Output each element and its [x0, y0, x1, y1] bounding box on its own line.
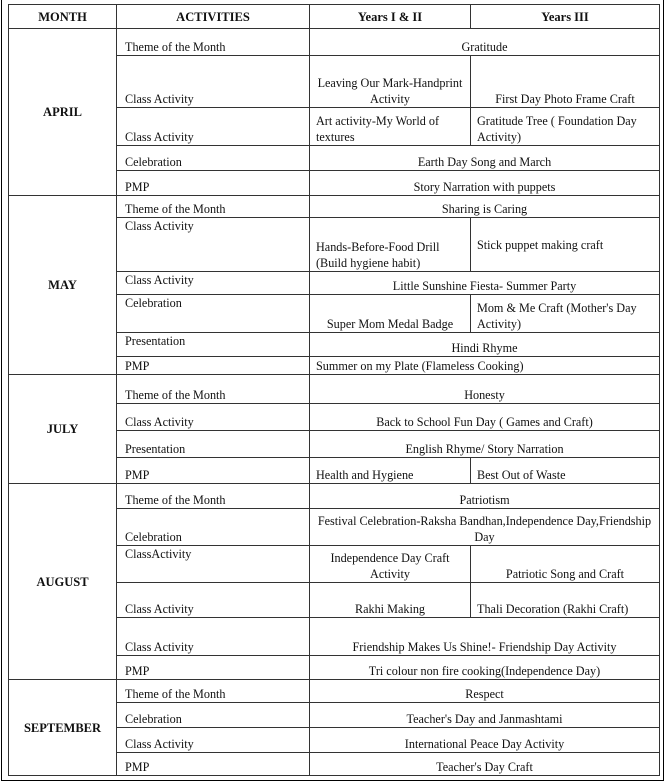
activity-type-cell: Class Activity	[117, 108, 310, 146]
activity-type-cell: Theme of the Month	[117, 484, 310, 509]
activity-type-cell: Class Activity	[117, 728, 310, 753]
activity-cell-all-years: Festival Celebration-Raksha Bandhan,Independence Day,Friendship Day	[310, 509, 660, 546]
activity-cell-years-3: Patriotic Song and Craft	[471, 546, 660, 583]
activity-type-cell: Class Activity	[117, 404, 310, 431]
header-activities: ACTIVITIES	[117, 5, 310, 29]
activity-type-cell: Theme of the Month	[117, 375, 310, 404]
activity-cell-all-years: Patriotism	[310, 484, 660, 509]
activity-cell-all-years: Respect	[310, 680, 660, 703]
activity-calendar-table	[8, 4, 660, 776]
activity-cell-years-1-2: Health and Hygiene	[310, 458, 471, 484]
table-row	[9, 196, 660, 218]
activity-cell-years-3: First Day Photo Frame Craft	[471, 56, 660, 108]
activity-cell-all-years: Summer on my Plate (Flameless Cooking)	[310, 357, 660, 375]
table-body	[9, 29, 660, 776]
activity-type-cell: Celebration	[117, 295, 310, 333]
activity-cell-all-years: Teacher's Day Craft	[310, 753, 660, 776]
activity-type-cell: Celebration	[117, 146, 310, 171]
activity-type-cell: Celebration	[117, 509, 310, 546]
activity-cell-all-years: Teacher's Day and Janmashtami	[310, 703, 660, 728]
activity-type-cell: Class Activity	[117, 272, 310, 295]
activity-type-cell: ClassActivity	[117, 546, 310, 583]
activity-type-cell: Class Activity	[117, 56, 310, 108]
activity-cell-years-1-2: Super Mom Medal Badge	[310, 295, 471, 333]
activity-type-cell: Presentation	[117, 431, 310, 458]
activity-cell-all-years: International Peace Day Activity	[310, 728, 660, 753]
activity-cell-years-3: Stick puppet making craft	[471, 218, 660, 272]
month-cell: AUGUST	[9, 484, 117, 680]
activity-type-cell: PMP	[117, 171, 310, 196]
table-row	[9, 484, 660, 509]
month-cell: APRIL	[9, 29, 117, 196]
table-row	[9, 375, 660, 404]
activity-type-cell: PMP	[117, 753, 310, 776]
activity-cell-all-years: Little Sunshine Fiesta- Summer Party	[310, 272, 660, 295]
month-cell: SEPTEMBER	[9, 680, 117, 776]
activity-cell-years-1-2: Rakhi Making	[310, 583, 471, 618]
activity-type-cell: PMP	[117, 656, 310, 680]
header-years-1-2: Years I & II	[310, 5, 471, 29]
activity-cell-years-1-2: Leaving Our Mark-Handprint Activity	[310, 56, 471, 108]
activity-cell-all-years: Friendship Makes Us Shine!- Friendship Day Activity	[310, 618, 660, 656]
activity-type-cell: Class Activity	[117, 218, 310, 272]
table-row	[9, 680, 660, 703]
header-years-3: Years III	[471, 5, 660, 29]
activity-cell-all-years: Back to School Fun Day ( Games and Craft)	[310, 404, 660, 431]
activity-cell-years-1-2: Art activity-My World of textures	[310, 108, 471, 146]
activity-cell-all-years: English Rhyme/ Story Narration	[310, 431, 660, 458]
activity-type-cell: Theme of the Month	[117, 196, 310, 218]
month-cell: MAY	[9, 196, 117, 375]
activity-cell-all-years: Hindi Rhyme	[310, 333, 660, 357]
activity-type-cell: Class Activity	[117, 583, 310, 618]
activity-cell-years-1-2: Independence Day Craft Activity	[310, 546, 471, 583]
table-row	[9, 29, 660, 56]
activity-type-cell: Theme of the Month	[117, 29, 310, 56]
activity-cell-years-3: Thali Decoration (Rakhi Craft)	[471, 583, 660, 618]
activity-type-cell: PMP	[117, 357, 310, 375]
activity-cell-years-1-2: Hands-Before-Food Drill (Build hygiene habit)	[310, 218, 471, 272]
activity-type-cell: Class Activity	[117, 618, 310, 656]
activity-cell-all-years: Sharing is Caring	[310, 196, 660, 218]
activity-cell-years-3: Best Out of Waste	[471, 458, 660, 484]
activity-cell-years-3: Gratitude Tree ( Foundation Day Activity)	[471, 108, 660, 146]
header-month: MONTH	[9, 5, 117, 29]
activity-cell-all-years: Earth Day Song and March	[310, 146, 660, 171]
activity-type-cell: Theme of the Month	[117, 680, 310, 703]
activity-type-cell: Presentation	[117, 333, 310, 357]
activity-cell-years-3: Mom & Me Craft (Mother's Day Activity)	[471, 295, 660, 333]
month-cell: JULY	[9, 375, 117, 484]
activity-cell-all-years: Honesty	[310, 375, 660, 404]
activity-type-cell: PMP	[117, 458, 310, 484]
activity-type-cell: Celebration	[117, 703, 310, 728]
activity-cell-all-years: Tri colour non fire cooking(Independence Day)	[310, 656, 660, 680]
header-row	[9, 5, 660, 29]
activity-cell-all-years: Gratitude	[310, 29, 660, 56]
activity-cell-all-years: Story Narration with puppets	[310, 171, 660, 196]
